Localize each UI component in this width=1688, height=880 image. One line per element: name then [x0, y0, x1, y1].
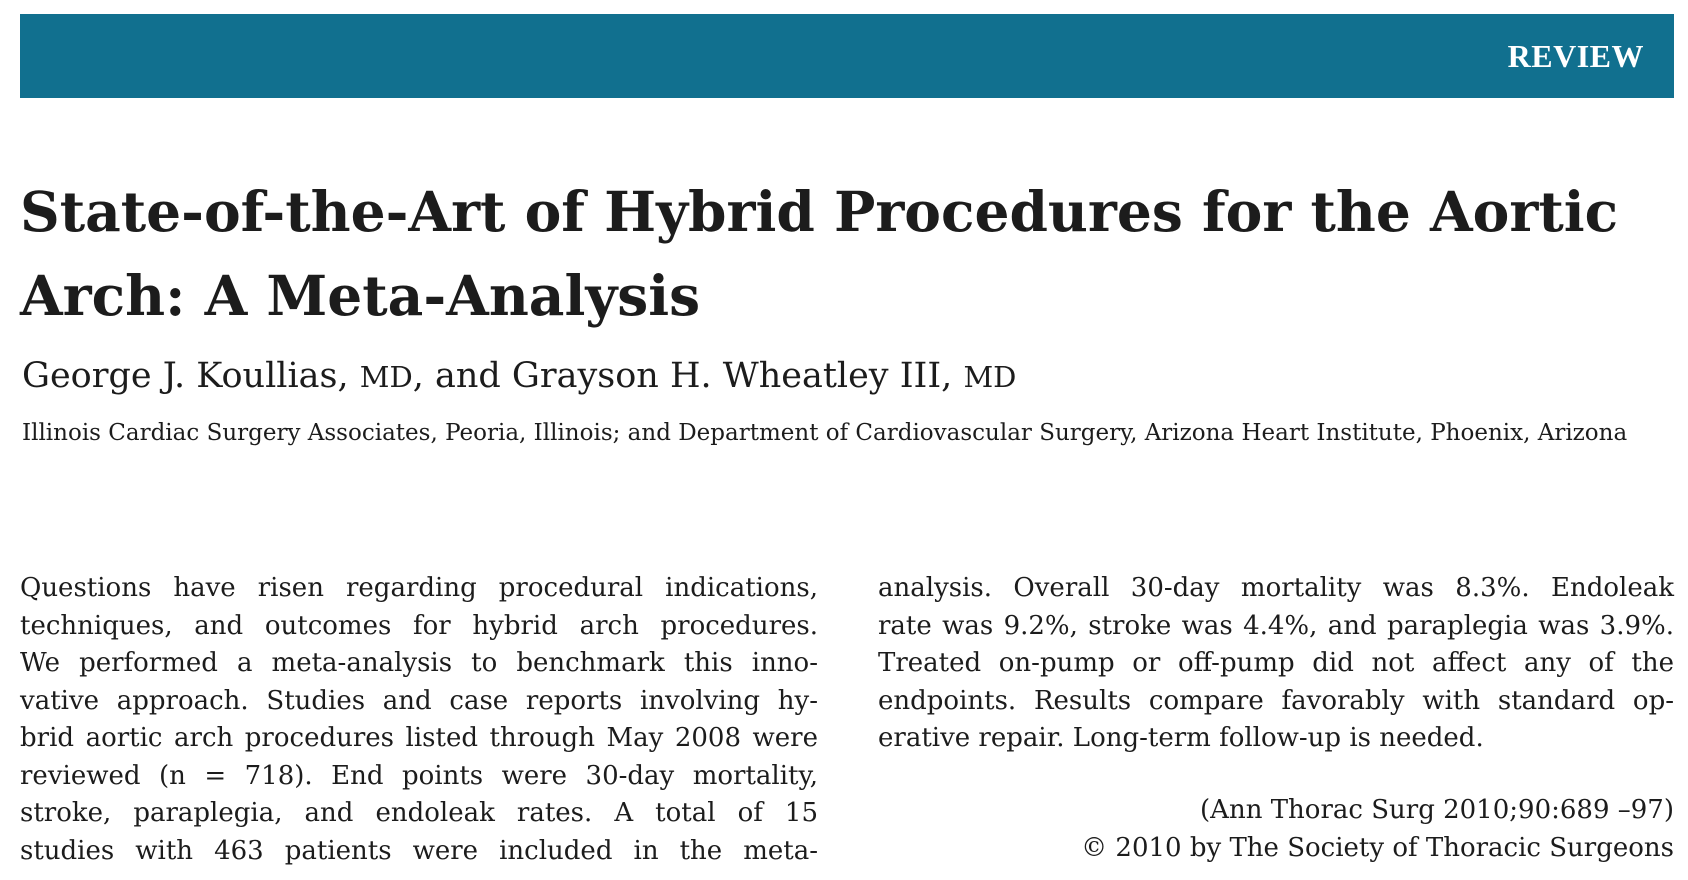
abstract-line: analysis. Overall 30-day mortality was 8.3%. Endoleak: [878, 573, 1674, 603]
abstract-line: reviewed (n = 718). End points were 30-day mortality,: [20, 760, 818, 791]
author-2-name: , and Grayson H. Wheatley III,: [412, 356, 953, 396]
abstract-line: vative approach. Studies and case reports involving hy-: [20, 685, 818, 716]
abstract-column-left: [20, 570, 818, 870]
abstract-line: studies with 463 patients were included in the meta-: [20, 835, 818, 866]
journal-reference: (Ann Thorac Surg 2010;90:689 –97): [1200, 795, 1674, 825]
abstract-column-right: [878, 570, 1674, 758]
author-1-degree: MD: [359, 360, 413, 394]
author-line: [22, 354, 1016, 399]
abstract-line: techniques, and outcomes for hybrid arch procedures.: [20, 610, 818, 641]
abstract-line: endpoints. Results compare favorably with standard op-: [878, 685, 1674, 716]
section-label: REVIEW: [1507, 38, 1644, 74]
abstract-line: stroke, paraplegia, and endoleak rates. A total of 15: [20, 798, 818, 828]
author-2-degree: MD: [963, 360, 1017, 394]
copyright-notice: © 2010 by The Society of Thoracic Surgeons: [1081, 832, 1674, 863]
abstract-line: We performed a meta-analysis to benchmark this inno-: [20, 648, 818, 678]
abstract-line: Questions have risen regarding procedural indications,: [20, 573, 818, 603]
abstract-line: brid aortic arch procedures listed through May 2008 were: [20, 723, 818, 753]
affiliation: Illinois Cardiac Surgery Associates, Peoria, Illinois; and Department of Cardiovascular Surgery, Arizona Heart Institute, Phoenix, Arizona: [22, 420, 1628, 446]
citation-block: [1081, 792, 1674, 867]
article-title: State-of-the-Art of Hybrid Procedures for the Aortic Arch: A Meta-Analysis: [20, 179, 1619, 328]
section-banner: [20, 14, 1674, 98]
abstract-line: rate was 9.2%, stroke was 4.4%, and paraplegia was 3.9%.: [878, 610, 1674, 641]
author-1-name: George J. Koullias,: [22, 356, 349, 396]
abstract-line: Treated on-pump or off-pump did not affect any of the: [878, 648, 1674, 678]
abstract-line: erative repair. Long-term follow-up is needed.: [878, 723, 1484, 753]
